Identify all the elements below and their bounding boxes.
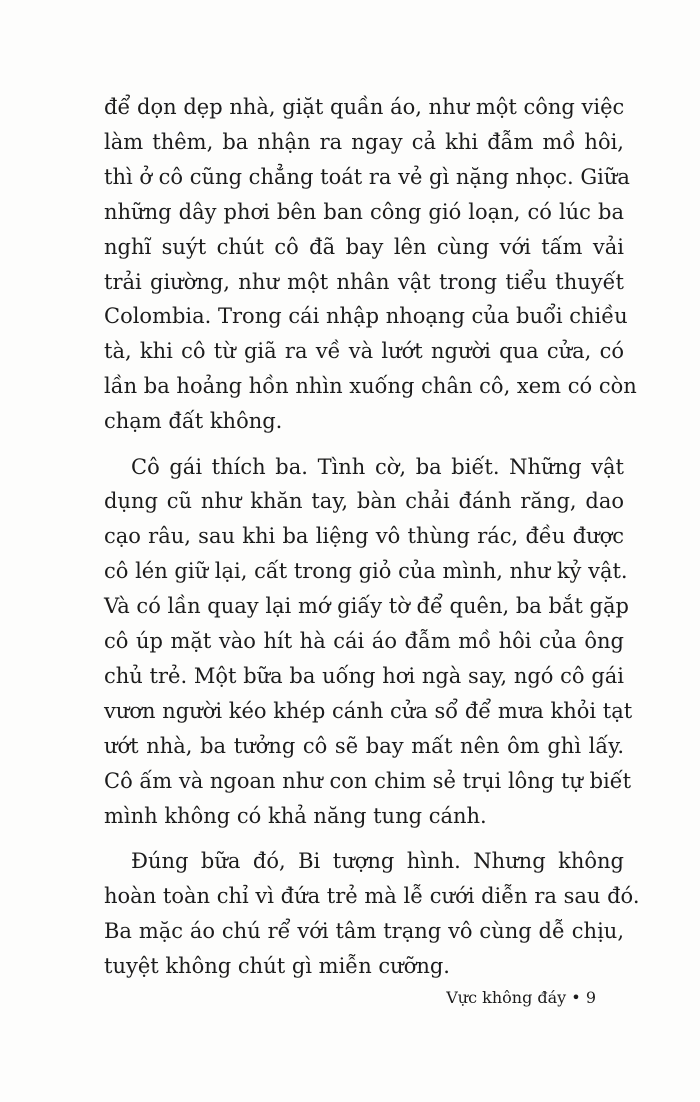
text-line: Colombia. Trong cái nhập nhoạng của buổi chiều	[104, 304, 628, 329]
text-line: cạo râu, sau khi ba liệng vô thùng rác, đều được	[104, 524, 624, 549]
paragraph-3	[104, 844, 640, 984]
text-line: Cô ấm và ngoan như con chim sẻ trụi lông tự biết	[104, 768, 632, 793]
text-line: mình không có khả năng tung cánh.	[104, 803, 487, 828]
text-line: vươn người kéo khép cánh cửa sổ để mưa khỏi tạt	[104, 698, 633, 723]
text-line: dụng cũ như khăn tay, bàn chải đánh răng, dao	[104, 489, 624, 514]
text-line: chủ trẻ. Một bữa ba uống hơi ngà say, ngó cô gái	[104, 664, 624, 688]
text-line: nghĩ suýt chút cô đã bay lên cùng với tấm vải	[104, 234, 624, 259]
paragraph-1	[104, 90, 637, 439]
text-line: cô lén giữ lại, cất trong giỏ của mình, như kỷ vật.	[104, 559, 628, 584]
text-line: Cô gái thích ba. Tình cờ, ba biết. Những vật	[131, 454, 624, 479]
text-line: làm thêm, ba nhận ra ngay cả khi đẫm mồ hôi,	[104, 129, 624, 154]
body-text	[104, 90, 640, 984]
text-line: những dây phơi bên ban công gió loạn, có lúc ba	[104, 199, 624, 224]
text-line: Và có lần quay lại mớ giấy tờ để quên, ba bắt gặp	[104, 594, 629, 619]
text-line: Đúng bữa đó, Bi tượng hình. Nhưng không	[131, 849, 624, 874]
text-line: tuyệt không chút gì miễn cưỡng.	[104, 953, 450, 978]
text-line: cô úp mặt vào hít hà cái áo đẫm mồ hôi của ông	[104, 629, 624, 654]
text-line: để dọn dẹp nhà, giặt quần áo, như một công việc	[104, 95, 625, 119]
paragraph-2	[104, 450, 633, 834]
running-footer: Vực không đáy • 9	[446, 988, 596, 1007]
text-line: trải giường, như một nhân vật trong tiểu thuyết	[104, 269, 624, 294]
text-line: thì ở cô cũng chẳng toát ra vẻ gì nặng nhọc. Giữa	[104, 164, 630, 189]
text-line: hoàn toàn chỉ vì đứa trẻ mà lễ cưới diễn ra sau đó.	[104, 883, 640, 908]
text-line: tà, khi cô từ giã ra về và lướt người qua cửa, có	[104, 339, 624, 364]
text-line: lần ba hoảng hồn nhìn xuống chân cô, xem có còn	[104, 374, 637, 399]
text-line: Ba mặc áo chú rể với tâm trạng vô cùng dễ chịu,	[104, 918, 624, 943]
text-line: ướt nhà, ba tưởng cô sẽ bay mất nên ôm ghì lấy.	[104, 733, 624, 758]
text-line: chạm đất không.	[104, 409, 283, 434]
